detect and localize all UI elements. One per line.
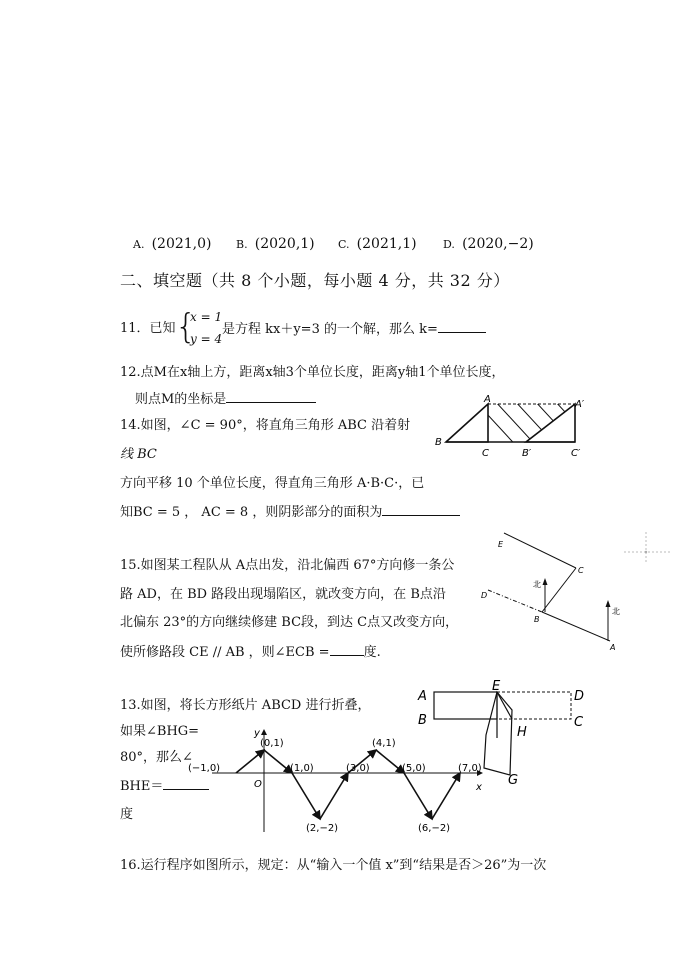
option-d-value: (2020,−2) [462, 236, 534, 252]
y-axis-label: y [254, 728, 260, 739]
q13-label-a: A [418, 689, 427, 704]
q15-label-north-a: 北 [612, 607, 620, 616]
q11-brace: { [175, 307, 197, 347]
q15-north-b-arrow [543, 578, 548, 585]
zigzag-segment [432, 773, 460, 819]
q11-answer-blank[interactable] [438, 320, 486, 333]
q12-line2-text: 则点M的坐标是 [135, 392, 227, 407]
zigzag-point-label: (1,0) [290, 763, 314, 774]
q14-line4 [120, 503, 460, 522]
option-a-letter: A. [133, 238, 145, 251]
q13-fold-line-eh [497, 692, 512, 719]
section-title: 二、填空题（共 8 个小题，每小题 4 分，共 32 分） [120, 271, 510, 290]
q11-prefix: 11．已知 [120, 321, 176, 336]
zigzag-point-label: (5,0) [402, 763, 426, 774]
q14-triangle-a2b2c2 [526, 404, 575, 442]
option-c-value: (2021,1) [356, 236, 417, 252]
q15-segment-bc [542, 568, 576, 612]
q14-line4-text: 知BC = 5 ， AC = 8 ，则阴影部分的面积为 [120, 505, 383, 520]
option-c-letter: C. [338, 238, 350, 251]
q14-line3: 方向平移 10 个单位长度，得直角三角形 A·B·C·，已 [120, 476, 425, 491]
option-c [338, 235, 417, 254]
q12-line1: 12.点M在x轴上方，距离x轴3个单位长度，距离y轴1个单位长度， [120, 365, 505, 380]
option-d [443, 235, 534, 254]
q15-label-b: B [534, 615, 540, 624]
q14-label-b: B [435, 437, 442, 448]
zigzag-point-label: (2,−2) [306, 823, 339, 834]
q15-label-e: E [498, 540, 504, 549]
option-b-letter: B. [236, 238, 248, 251]
zigzag-point-label: (6,−2) [418, 823, 451, 834]
q13-label-b: B [418, 713, 427, 728]
q14-line1: 14.如图，∠C = 90°，将直角三角形 ABC 沿着射 [120, 418, 411, 433]
option-a [133, 235, 212, 254]
q11-suffix [222, 320, 486, 339]
q14-label-a2: A′ [575, 399, 585, 410]
q15-answer-blank[interactable] [330, 643, 364, 656]
q13-line2: 如果∠BHG= [120, 724, 200, 739]
q13-answer-blank[interactable] [163, 777, 209, 790]
q13-line4 [120, 777, 209, 796]
zigzag-point-label: (−1,0) [188, 763, 221, 774]
q15-label-a: A [610, 643, 616, 652]
zigzag-point-label: (7,0) [458, 763, 482, 774]
zigzag-point-label: (4,1) [372, 738, 396, 749]
q14-line2: 线 BC [120, 447, 157, 462]
zigzag-segment [264, 750, 292, 773]
q15-segment-db-dashed [488, 590, 542, 612]
q14-label-b2: B′ [522, 448, 532, 459]
option-d-letter: D. [443, 238, 455, 251]
q13-label-e: E [492, 679, 501, 694]
zigzag-segment [320, 773, 348, 819]
q13-label-d: D [574, 689, 585, 704]
q11-suffix-text: 是方程 kx＋y=3 的一个解，那么 k= [222, 322, 438, 337]
q14-triangle-abc [446, 404, 488, 442]
zigzag-segment [236, 750, 264, 773]
q15-label-c: C [578, 566, 584, 575]
q15-line1: 15.如图某工程队从 A点出发，沿北偏西 67°方向修一条公 [120, 558, 455, 573]
zigzag-point-label: (3,0) [346, 763, 370, 774]
q14-label-c2: C′ [571, 448, 581, 459]
q13-line3: 80°，那么∠ [120, 750, 193, 765]
zigzag-segment [292, 773, 320, 819]
zigzag-segment [404, 773, 432, 819]
q15-figure [478, 525, 618, 655]
option-a-value: (2021,0) [151, 236, 212, 252]
x-axis-label: x [476, 782, 482, 793]
q12-answer-blank[interactable] [226, 390, 316, 403]
q13-line1: 13.如图，将长方形纸片 ABCD 进行折叠， [120, 698, 371, 713]
q15-line2: 路 AD，在 BD 路段出现塌陷区，就改变方向，在 B点沿 [120, 587, 446, 602]
coordinate-graph [188, 726, 502, 836]
option-b-value: (2020,1) [254, 236, 315, 252]
compass-cross [620, 528, 680, 568]
q15-north-a-arrow [606, 600, 611, 607]
q15-label-d: D [481, 591, 488, 600]
q13-rect-left [434, 692, 497, 719]
q15-segment-ec [504, 533, 576, 568]
q16-line1: 16.运行程序如图所示，规定：从“输入一个值 x”到“结果是否＞26”为一次 [120, 858, 547, 873]
q13-line5: 度 [120, 807, 134, 822]
q14-figure [432, 392, 592, 482]
q15-line4-end: 度. [363, 645, 381, 660]
q13-label-h: H [517, 725, 527, 740]
q11-eq1: x = 1 [190, 310, 223, 324]
q11-eq2: y = 4 [190, 332, 223, 346]
q13-label-c: C [574, 715, 584, 730]
q14-label-a: A [484, 394, 491, 405]
zigzag-segment [376, 750, 404, 773]
q12-line2 [135, 390, 316, 409]
origin-label: O [254, 779, 262, 790]
q14-answer-blank[interactable] [382, 503, 460, 516]
q14-label-c: C [482, 448, 489, 459]
option-b [236, 235, 315, 254]
q15-segment-ab [542, 612, 610, 641]
q15-line4-text: 使所修路段 CE // AB ，则∠ECB = [120, 645, 330, 660]
q13-line4-text: BHE＝ [120, 779, 164, 794]
q15-line4 [120, 643, 381, 662]
q15-label-north-b: 北 [533, 580, 541, 589]
q15-line3: 北偏东 23°的方向继续修建 BC段，到达 C点又改变方向， [120, 615, 459, 630]
q13-label-g: G [508, 773, 519, 788]
zigzag-point-label: (0,1) [260, 738, 284, 749]
